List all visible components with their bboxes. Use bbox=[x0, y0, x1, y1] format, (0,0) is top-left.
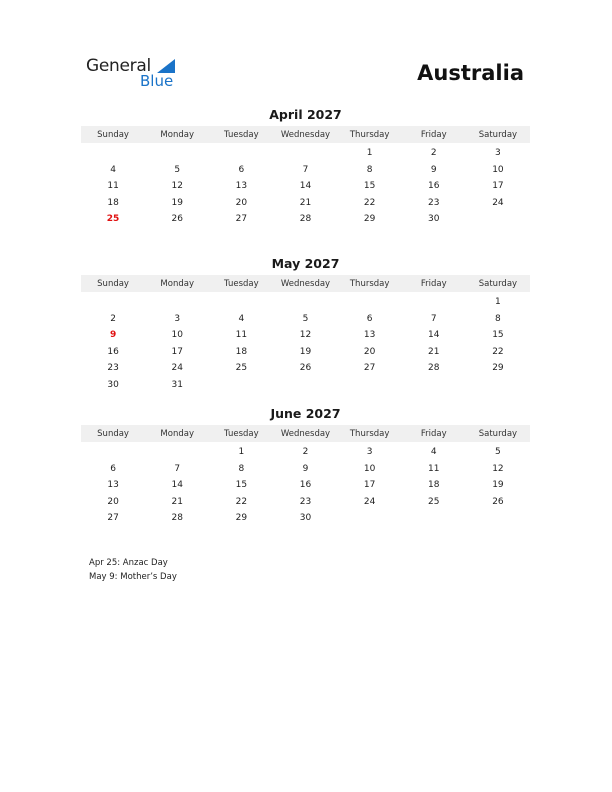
day-cell: 6 bbox=[238, 164, 245, 175]
country-title: Australia bbox=[417, 61, 524, 85]
day-cell: 8 bbox=[495, 313, 501, 324]
weekday-label: Friday bbox=[420, 428, 447, 439]
day-cell: 30 bbox=[107, 379, 119, 390]
week-row bbox=[81, 510, 530, 527]
day-cell: 27 bbox=[235, 214, 248, 225]
holiday-note: Apr 25: Anzac Day bbox=[89, 558, 168, 568]
day-cell: 20 bbox=[235, 197, 248, 208]
day-cell: 15 bbox=[492, 330, 504, 341]
day-cell: 2 bbox=[110, 313, 116, 324]
day-cell: 19 bbox=[171, 197, 183, 208]
day-cell: 17 bbox=[492, 181, 504, 192]
month-calendar bbox=[81, 406, 530, 527]
day-cell: 6 bbox=[110, 463, 116, 474]
weekday-label: Tuesday bbox=[224, 129, 259, 140]
day-cell: 11 bbox=[428, 463, 440, 474]
weekday-label: Thursday bbox=[349, 428, 390, 439]
day-cell: 4 bbox=[430, 447, 437, 458]
weekday-header-row bbox=[81, 425, 530, 442]
month-title: June 2027 bbox=[270, 406, 341, 421]
day-cell: 7 bbox=[174, 463, 181, 474]
day-cell: 16 bbox=[107, 346, 119, 357]
day-cell: 1 bbox=[495, 297, 501, 308]
weekday-label: Tuesday bbox=[224, 428, 259, 439]
day-cell: 28 bbox=[171, 513, 183, 524]
day-cell: 13 bbox=[107, 480, 119, 491]
day-cell: 26 bbox=[299, 363, 312, 374]
weekday-label: Saturday bbox=[478, 428, 518, 439]
day-cell: 26 bbox=[171, 214, 183, 225]
week-row bbox=[81, 377, 530, 394]
day-cell: 24 bbox=[363, 496, 376, 507]
day-cell: 23 bbox=[107, 363, 119, 374]
day-cell: 27 bbox=[363, 363, 376, 374]
day-cell: 15 bbox=[363, 181, 376, 192]
week-row bbox=[81, 360, 530, 377]
day-cell: 20 bbox=[107, 496, 119, 507]
week-row bbox=[81, 162, 530, 179]
day-cell: 4 bbox=[238, 313, 245, 324]
day-cell: 18 bbox=[428, 480, 440, 491]
day-cell: 9 bbox=[430, 164, 437, 175]
day-cell: 29 bbox=[235, 513, 248, 524]
week-row bbox=[81, 178, 530, 195]
holiday-notes bbox=[89, 556, 177, 584]
day-cell: 26 bbox=[492, 496, 504, 507]
day-cell: 1 bbox=[238, 447, 245, 458]
day-cell: 5 bbox=[495, 447, 501, 458]
month-title: May 2027 bbox=[271, 256, 340, 271]
day-cell: 8 bbox=[366, 164, 373, 175]
day-cell: 29 bbox=[363, 214, 376, 225]
month-calendar bbox=[81, 256, 530, 393]
day-cell: 21 bbox=[171, 496, 183, 507]
holiday-note: May 9: Mother’s Day bbox=[89, 572, 177, 582]
day-cell: 16 bbox=[428, 181, 440, 192]
day-cell: 18 bbox=[235, 346, 248, 357]
day-cell: 7 bbox=[302, 164, 309, 175]
week-row bbox=[81, 327, 530, 344]
weekday-label: Wednesday bbox=[280, 129, 331, 140]
weekday-label: Sunday bbox=[97, 129, 129, 140]
day-cell: 2 bbox=[302, 447, 309, 458]
day-cell: 25 bbox=[428, 496, 440, 507]
day-cell: 23 bbox=[428, 197, 440, 208]
holiday-day-cell: 9 bbox=[109, 330, 117, 341]
day-cell: 11 bbox=[107, 181, 119, 192]
weekday-label: Wednesday bbox=[280, 428, 331, 439]
day-cell: 20 bbox=[363, 346, 376, 357]
day-cell: 10 bbox=[171, 330, 183, 341]
week-row bbox=[81, 195, 530, 212]
weekday-label: Friday bbox=[420, 278, 447, 289]
day-cell: 13 bbox=[363, 330, 376, 341]
day-cell: 6 bbox=[366, 313, 373, 324]
generalblue-logo bbox=[86, 56, 186, 92]
day-cell: 5 bbox=[174, 164, 181, 175]
day-cell: 28 bbox=[428, 363, 440, 374]
day-cell: 22 bbox=[363, 197, 376, 208]
weekday-label: Monday bbox=[160, 428, 194, 439]
weekday-label: Tuesday bbox=[224, 278, 259, 289]
day-cell: 1 bbox=[366, 148, 373, 159]
weekday-label: Monday bbox=[160, 129, 194, 140]
day-cell: 16 bbox=[299, 480, 312, 491]
week-row bbox=[81, 344, 530, 361]
week-row bbox=[81, 444, 530, 461]
weekday-header-row bbox=[81, 275, 530, 292]
day-cell: 21 bbox=[428, 346, 440, 357]
day-cell: 7 bbox=[430, 313, 437, 324]
weekday-header-row bbox=[81, 126, 530, 143]
day-cell: 30 bbox=[428, 214, 440, 225]
week-row bbox=[81, 145, 530, 162]
day-cell: 14 bbox=[171, 480, 183, 491]
day-cell: 27 bbox=[107, 513, 119, 524]
day-cell: 24 bbox=[492, 197, 504, 208]
week-row bbox=[81, 494, 530, 511]
day-cell: 31 bbox=[171, 379, 183, 390]
weekday-label: Thursday bbox=[349, 278, 390, 289]
weekday-label: Wednesday bbox=[280, 278, 331, 289]
week-row bbox=[81, 311, 530, 328]
day-cell: 19 bbox=[299, 346, 312, 357]
weekday-label: Saturday bbox=[478, 129, 518, 140]
day-cell: 13 bbox=[235, 181, 248, 192]
day-cell: 23 bbox=[299, 496, 312, 507]
logo-word-general: General bbox=[86, 56, 151, 76]
weekday-label: Sunday bbox=[97, 428, 129, 439]
day-cell: 15 bbox=[235, 480, 248, 491]
holiday-day-cell: 25 bbox=[106, 214, 120, 225]
month-title: April 2027 bbox=[269, 107, 342, 122]
day-cell: 5 bbox=[302, 313, 309, 324]
day-cell: 29 bbox=[492, 363, 504, 374]
weekday-label: Saturday bbox=[478, 278, 518, 289]
day-cell: 9 bbox=[302, 463, 309, 474]
week-row bbox=[81, 461, 530, 478]
day-cell: 10 bbox=[492, 164, 504, 175]
day-cell: 2 bbox=[430, 148, 437, 159]
weekday-label: Sunday bbox=[97, 278, 129, 289]
day-cell: 17 bbox=[171, 346, 183, 357]
day-cell: 3 bbox=[495, 148, 501, 159]
day-cell: 3 bbox=[366, 447, 373, 458]
day-cell: 25 bbox=[235, 363, 248, 374]
day-cell: 28 bbox=[299, 214, 312, 225]
week-row bbox=[81, 477, 530, 494]
day-cell: 17 bbox=[363, 480, 376, 491]
weekday-label: Monday bbox=[160, 278, 194, 289]
weekday-label: Thursday bbox=[349, 129, 390, 140]
day-cell: 14 bbox=[299, 181, 312, 192]
day-cell: 4 bbox=[110, 164, 116, 175]
week-row bbox=[81, 211, 530, 228]
day-cell: 10 bbox=[363, 463, 376, 474]
week-row bbox=[81, 294, 530, 311]
day-cell: 3 bbox=[174, 313, 181, 324]
day-cell: 24 bbox=[171, 363, 183, 374]
day-cell: 14 bbox=[428, 330, 440, 341]
day-cell: 12 bbox=[492, 463, 504, 474]
day-cell: 18 bbox=[107, 197, 119, 208]
weekday-label: Friday bbox=[420, 129, 447, 140]
month-calendar bbox=[81, 107, 530, 228]
day-cell: 30 bbox=[299, 513, 312, 524]
day-cell: 8 bbox=[238, 463, 245, 474]
day-cell: 19 bbox=[492, 480, 504, 491]
day-cell: 12 bbox=[299, 330, 312, 341]
day-cell: 11 bbox=[235, 330, 248, 341]
day-cell: 12 bbox=[171, 181, 183, 192]
day-cell: 22 bbox=[235, 496, 248, 507]
day-cell: 21 bbox=[299, 197, 312, 208]
logo-word-blue: Blue bbox=[140, 72, 174, 90]
day-cell: 22 bbox=[492, 346, 504, 357]
